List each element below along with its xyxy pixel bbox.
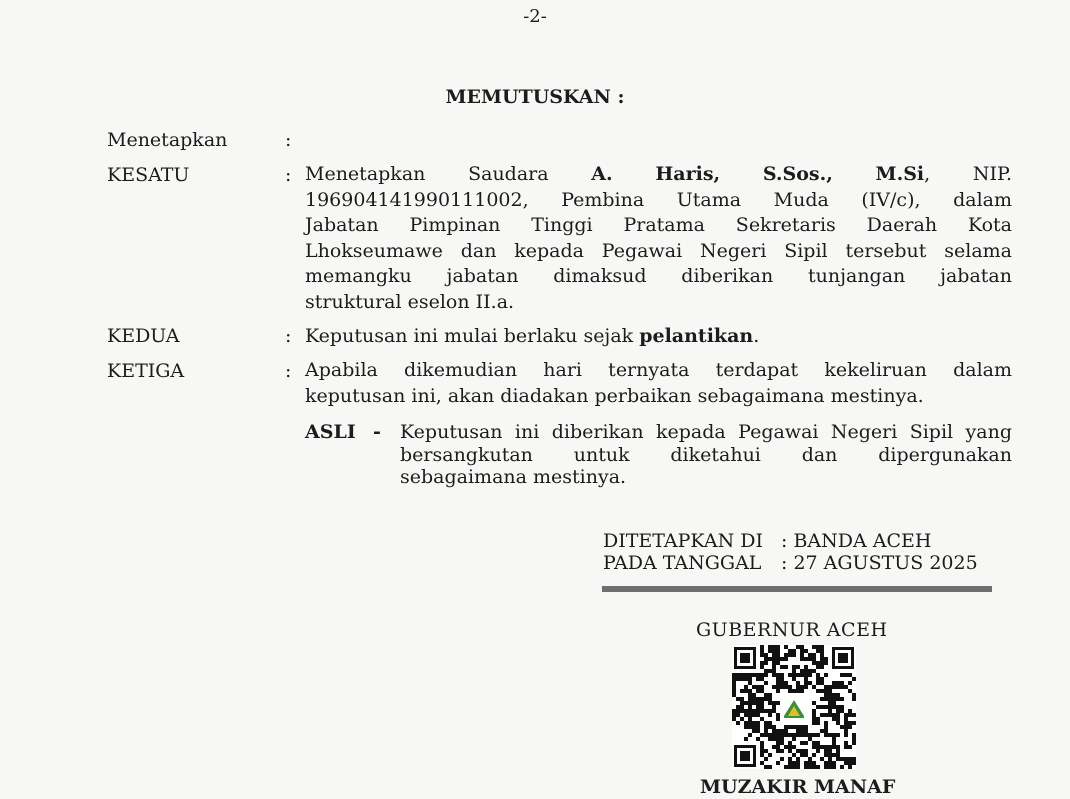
- asli-line-3: sebagaimana mestinya.: [400, 466, 627, 488]
- ketiga-label: KETIGA: [107, 360, 185, 382]
- kedua-label: KEDUA: [107, 325, 180, 347]
- kedua-bold-term: pelantikan: [639, 325, 754, 347]
- kedua-colon: :: [285, 325, 292, 347]
- kesatu-line-3: Jabatan Pimpinan Tinggi Pratama Sekretaris Daerah Kota: [305, 214, 1012, 236]
- asli-text: [400, 421, 1012, 489]
- aceh-emblem-icon: [780, 693, 808, 721]
- kesatu-line-2: 196904141990111002, Pembina Utama Muda (IV/c), dalam: [305, 188, 1012, 211]
- kesatu-colon: :: [285, 164, 292, 186]
- place-value: : BANDA ACEH: [781, 530, 932, 552]
- place-label: DITETAPKAN DI: [603, 530, 763, 552]
- kesatu-line-4: Lhokseumawe dan kepada Pegawai Negeri Sipil tersebut selama: [305, 239, 1012, 262]
- signatory-office: GUBERNUR ACEH: [696, 619, 888, 641]
- qr-code-icon: [732, 645, 856, 769]
- kesatu-line-1: Menetapkan Saudara A. Haris, S.Sos., M.Si, NIP.: [305, 163, 1012, 185]
- signatory-name: MUZAKIR MANAF: [700, 776, 896, 798]
- asli-dash: -: [373, 421, 381, 443]
- decision-heading: MEMUTUSKAN :: [445, 86, 625, 108]
- date-value: : 27 AGUSTUS 2025: [781, 552, 978, 574]
- page-number: -2-: [523, 6, 547, 27]
- date-label: PADA TANGGAL: [603, 552, 762, 574]
- kedua-text: Keputusan ini mulai berlaku sejak pelantikan.: [305, 325, 760, 347]
- ketiga-line-2: keputusan ini, akan diadakan perbaikan sebagaimana mestinya.: [305, 384, 924, 407]
- asli-line-2: bersangkutan untuk diketahui dan dipergunakan: [400, 443, 1012, 466]
- asli-label: ASLI: [305, 421, 356, 443]
- menetapkan-label: Menetapkan: [107, 129, 228, 151]
- asli-line-1: Keputusan ini diberikan kepada Pegawai Negeri Sipil yang: [400, 421, 1012, 443]
- ketiga-text: [305, 358, 1012, 409]
- kesatu-label: KESATU: [107, 164, 190, 186]
- kesatu-line-5: memangku jabatan dimaksud diberikan tunjangan jabatan: [305, 265, 1012, 287]
- kesatu-text: [305, 162, 1012, 315]
- kesatu-line-6: struktural eselon II.a.: [305, 290, 515, 313]
- menetapkan-colon: :: [285, 129, 292, 151]
- divider-rule: [602, 586, 992, 592]
- ketiga-line-1: Apabila dikemudian hari ternyata terdapat kekeliruan dalam: [305, 359, 1012, 381]
- ketiga-colon: :: [285, 360, 292, 382]
